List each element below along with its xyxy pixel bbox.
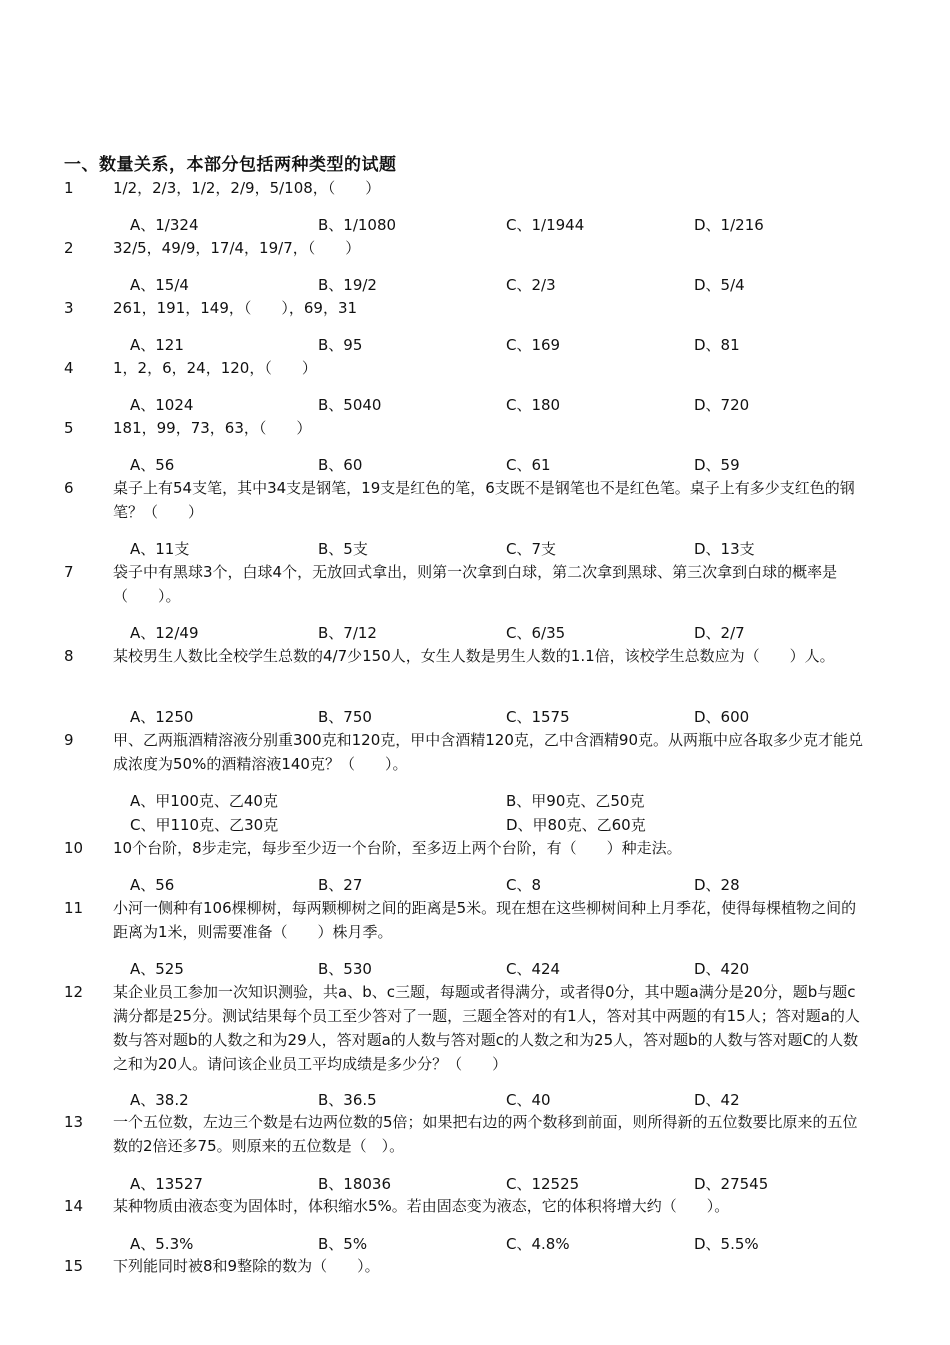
question-number: 6 <box>64 479 74 497</box>
option-a: A、38.2 <box>130 1091 189 1109</box>
option-d: D、81 <box>694 336 740 354</box>
question-text: 甲、乙两瓶酒精溶液分别重300克和120克，甲中含酒精120克，乙中含酒精90克。从两瓶中应各取多少克才能兑成浓度为50%的酒精溶液140克？（ ）。 <box>113 731 863 773</box>
option-c: C、4.8% <box>506 1235 570 1253</box>
question-number: 9 <box>64 731 74 749</box>
option-a: A、甲100克、乙40克 <box>130 792 278 810</box>
option-d: D、720 <box>694 396 750 414</box>
question-number: 12 <box>64 983 84 1001</box>
question-text: 181，99，73，63，（ ） <box>113 419 312 437</box>
option-b: B、5040 <box>318 396 382 414</box>
option-b: B、19/2 <box>318 276 377 294</box>
option-b: B、18036 <box>318 1175 392 1193</box>
question-text: 1，2，6，24，120，（ ） <box>113 359 317 377</box>
option-a: A、11支 <box>130 540 190 558</box>
option-c: C、甲110克、乙30克 <box>130 816 279 834</box>
question-text: 1/2，2/3，1/2，2/9，5/108，（ ） <box>113 179 381 197</box>
option-a: A、1/324 <box>130 216 199 234</box>
question-text: 袋子中有黑球3个，白球4个，无放回式拿出，则第一次拿到白球，第二次拿到黑球、第三次拿到白球的概率是（ ）。 <box>113 563 838 605</box>
option-c: C、12525 <box>506 1175 580 1193</box>
option-d: D、13支 <box>694 540 755 558</box>
option-d: D、420 <box>694 960 750 978</box>
option-c: C、1/1944 <box>506 216 585 234</box>
question-number: 3 <box>64 299 74 317</box>
option-b: B、36.5 <box>318 1091 377 1109</box>
option-a: A、1250 <box>130 708 194 726</box>
question-number: 13 <box>64 1113 84 1131</box>
question-number: 1 <box>64 179 74 197</box>
option-c: C、1575 <box>506 708 570 726</box>
option-d: D、甲80克、乙60克 <box>506 816 646 834</box>
option-c: C、169 <box>506 336 561 354</box>
question-text: 261，191，149，（ ），69，31 <box>113 299 358 317</box>
option-a: A、12/49 <box>130 624 199 642</box>
option-b: B、95 <box>318 336 363 354</box>
option-a: A、13527 <box>130 1175 203 1193</box>
option-d: D、2/7 <box>694 624 745 642</box>
option-a: A、56 <box>130 456 175 474</box>
question-text: 某企业员工参加一次知识测验，共a、b、c三题，每题或者得满分，或者得0分，其中题a满分是20分，题b与题c满分都是25分。测试结果每个员工至少答对了一题，三题全答对的有1人，答对其中两题的有15人；答对题a的人数与答对题b的人数之和为29人，答对题a的人数与答对题c的人数之和为25人，答对题b的人数与答对题C的人数之和为20人。请问该企业员工平均成绩是多少分？（ ） <box>113 983 860 1073</box>
option-d: D、600 <box>694 708 750 726</box>
option-b: B、7/12 <box>318 624 377 642</box>
question-number: 4 <box>64 359 74 377</box>
option-a: A、15/4 <box>130 276 189 294</box>
option-d: D、5/4 <box>694 276 745 294</box>
option-b: B、27 <box>318 876 363 894</box>
question-text: 下列能同时被8和9整除的数为（ ）。 <box>113 1257 380 1275</box>
question-number: 5 <box>64 419 74 437</box>
question-number: 10 <box>64 839 84 857</box>
question-number: 7 <box>64 563 74 581</box>
option-b: B、甲90克、乙50克 <box>506 792 645 810</box>
option-d: D、42 <box>694 1091 740 1109</box>
question-text: 一个五位数，左边三个数是右边两位数的5倍；如果把右边的两个数移到前面，则所得新的五位数要比原来的五位数的2倍还多75。则原来的五位数是（ ）。 <box>113 1113 858 1155</box>
option-b: B、750 <box>318 708 372 726</box>
option-b: B、5支 <box>318 540 368 558</box>
option-c: C、8 <box>506 876 542 894</box>
option-a: A、56 <box>130 876 175 894</box>
option-c: C、7支 <box>506 540 557 558</box>
option-b: B、1/1080 <box>318 216 397 234</box>
section-heading: 一、数量关系，本部分包括两种类型的试题 <box>64 155 397 175</box>
option-d: D、1/216 <box>694 216 764 234</box>
option-a: A、5.3% <box>130 1235 194 1253</box>
question-number: 8 <box>64 647 74 665</box>
question-text: 桌子上有54支笔，其中34支是钢笔，19支是红色的笔，6支既不是钢笔也不是红色笔。桌子上有多少支红色的钢笔？（ ） <box>113 479 855 521</box>
option-c: C、424 <box>506 960 561 978</box>
option-a: A、525 <box>130 960 184 978</box>
question-text: 10个台阶，8步走完，每步至少迈一个台阶，至多迈上两个台阶，有（ ）种走法。 <box>113 839 682 857</box>
question-text: 32/5，49/9，17/4，19/7，（ ） <box>113 239 361 257</box>
option-b: B、530 <box>318 960 372 978</box>
option-d: D、28 <box>694 876 740 894</box>
option-c: C、61 <box>506 456 551 474</box>
option-c: C、180 <box>506 396 561 414</box>
question-text: 某种物质由液态变为固体时，体积缩水5%。若由固态变为液态，它的体积将增大约（ ）。 <box>113 1197 730 1215</box>
option-d: D、5.5% <box>694 1235 759 1253</box>
option-c: C、6/35 <box>506 624 566 642</box>
option-a: A、121 <box>130 336 184 354</box>
question-text: 小河一侧种有106棵柳树，每两颗柳树之间的距离是5米。现在想在这些柳树间种上月季花，使得每棵植物之间的距离为1米，则需要准备（ ）株月季。 <box>113 899 857 941</box>
option-c: C、40 <box>506 1091 551 1109</box>
option-b: B、60 <box>318 456 363 474</box>
question-number: 2 <box>64 239 74 257</box>
question-number: 15 <box>64 1257 84 1275</box>
question-text: 某校男生人数比全校学生总数的4/7少150人，女生人数是男生人数的1.1倍，该校学生总数应为（ ）人。 <box>113 647 835 665</box>
question-number: 14 <box>64 1197 84 1215</box>
question-number: 11 <box>64 899 84 917</box>
option-b: B、5% <box>318 1235 368 1253</box>
option-a: A、1024 <box>130 396 194 414</box>
option-d: D、27545 <box>694 1175 769 1193</box>
option-c: C、2/3 <box>506 276 556 294</box>
option-d: D、59 <box>694 456 740 474</box>
